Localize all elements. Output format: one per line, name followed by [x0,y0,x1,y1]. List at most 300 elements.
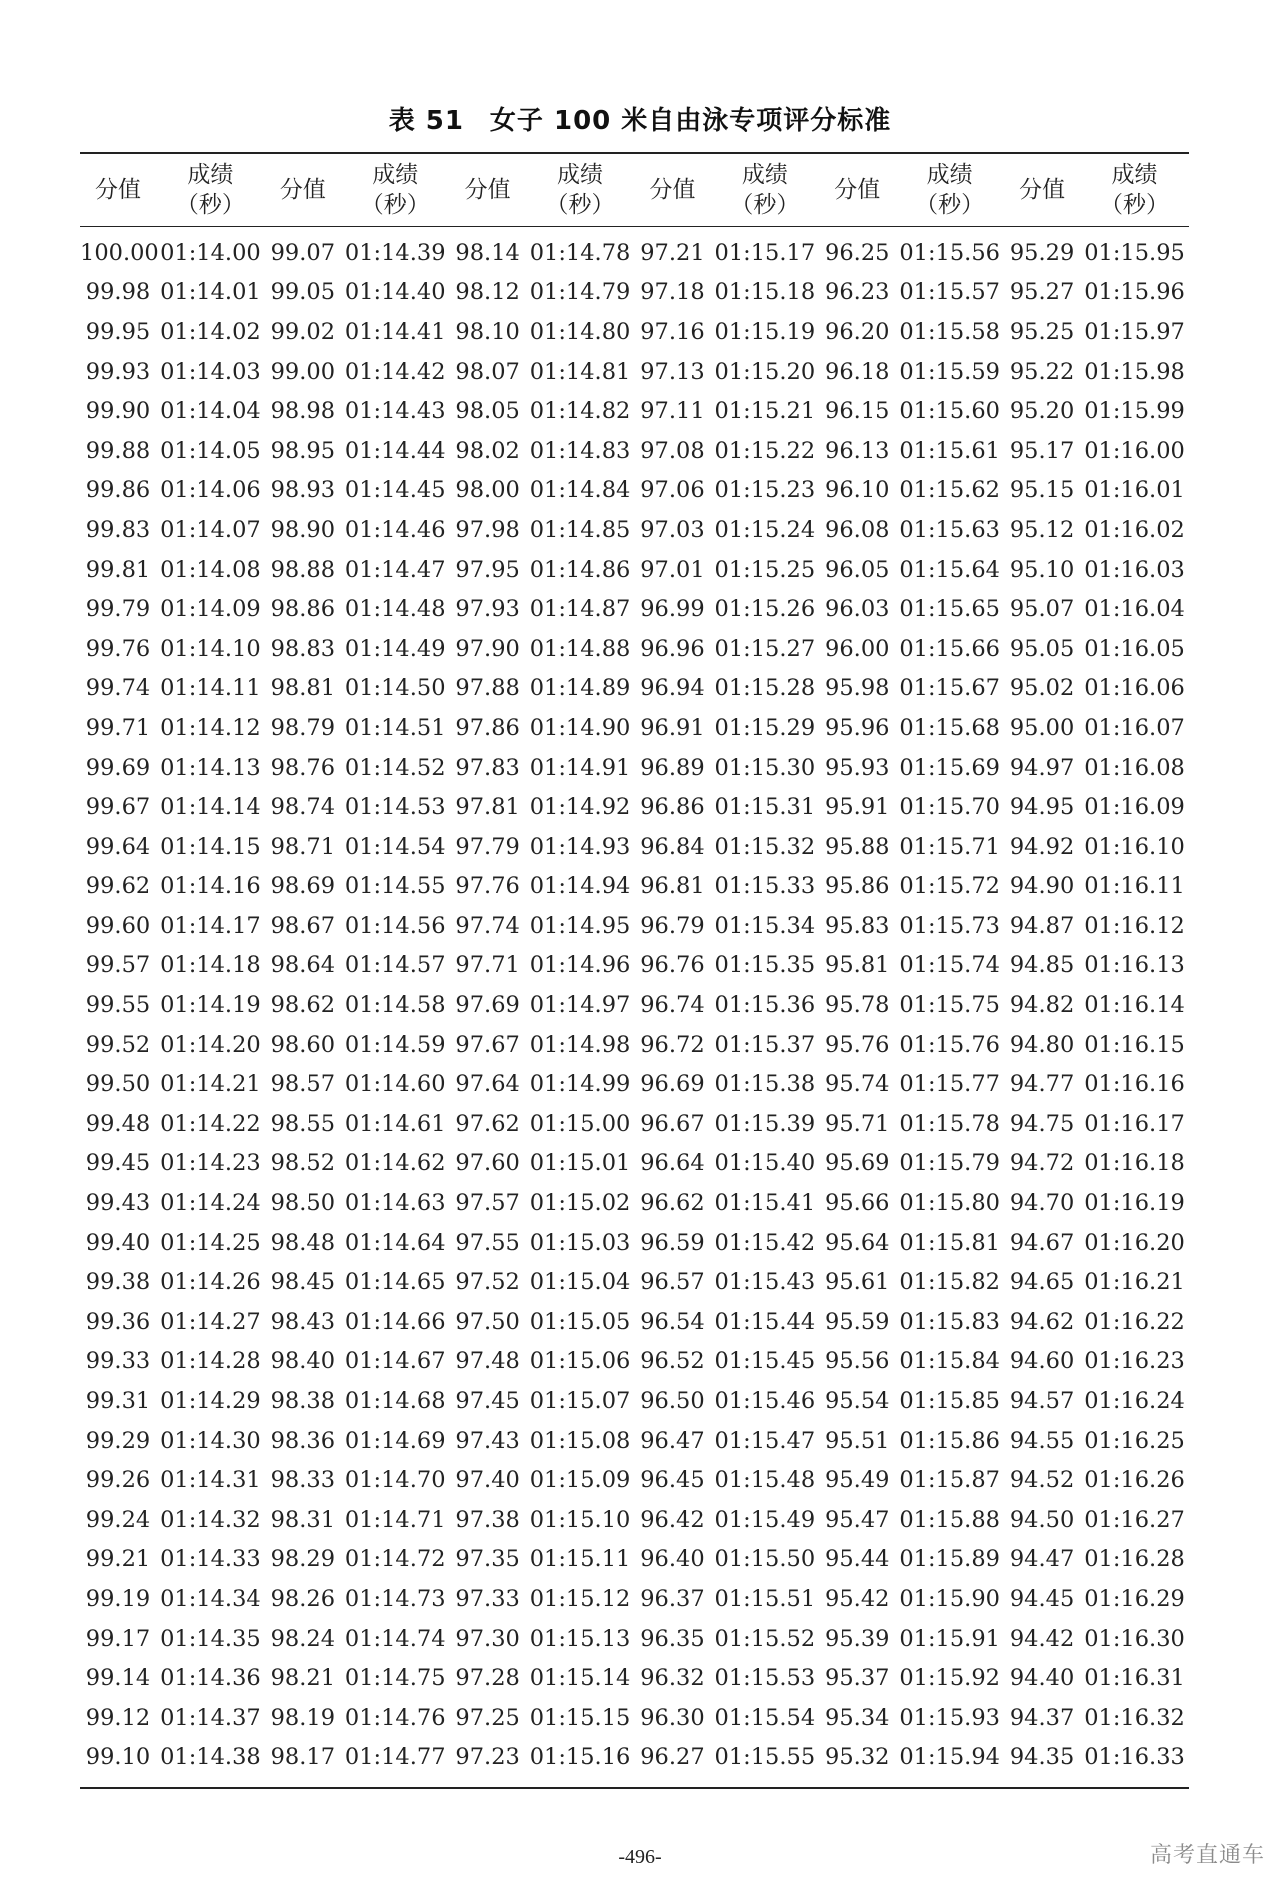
time-cell: 01:15.76 [899,1031,1000,1058]
table-row [80,1381,1189,1421]
time-cell: 01:15.46 [714,1388,816,1415]
time-cell: 01:15.66 [899,635,1000,662]
header-time [710,153,819,227]
time-cell: 01:15.82 [899,1269,1000,1296]
score-cell: 94.55 [1009,1427,1075,1454]
time-cell: 01:16.29 [1084,1585,1185,1612]
score-cell: 97.76 [455,873,520,900]
time-cell: 01:15.92 [899,1665,1000,1692]
time-cell: 01:15.69 [899,754,1000,781]
score-cell: 96.03 [825,596,890,623]
time-cell: 01:15.21 [714,398,816,425]
header-time-label: 成绩 [557,162,604,188]
time-cell: 01:15.01 [529,1150,631,1177]
score-cell: 99.26 [85,1467,151,1494]
time-cell: 01:15.17 [714,239,816,266]
time-cell: 01:15.41 [714,1190,816,1217]
time-cell: 01:16.18 [1084,1150,1185,1177]
score-cell: 96.84 [640,833,705,860]
time-cell: 01:14.03 [160,358,261,385]
score-cell: 94.90 [1009,873,1075,900]
score-cell: 99.40 [85,1229,151,1256]
time-cell: 01:14.77 [344,1744,446,1771]
score-cell: 98.31 [270,1506,336,1533]
time-cell: 01:15.27 [714,635,816,662]
time-cell: 01:15.07 [529,1388,631,1415]
score-cell: 96.72 [640,1031,705,1058]
table-row [80,391,1189,431]
score-cell: 98.67 [270,912,336,939]
time-cell: 01:15.53 [714,1665,816,1692]
score-cell: 99.14 [85,1665,151,1692]
score-cell: 95.05 [1009,635,1075,662]
table-row [80,827,1189,867]
score-cell: 96.45 [640,1467,705,1494]
time-cell: 01:14.38 [160,1744,261,1771]
score-cell: 96.23 [825,279,890,306]
score-cell: 98.05 [455,398,520,425]
score-cell: 98.48 [270,1229,336,1256]
time-cell: 01:14.95 [529,912,631,939]
score-cell: 98.02 [455,437,520,464]
table-row [80,1302,1189,1342]
time-cell: 01:14.82 [529,398,631,425]
time-cell: 01:15.19 [714,318,816,345]
score-cell: 97.35 [455,1546,520,1573]
time-cell: 01:16.14 [1084,992,1185,1019]
header-score: 分值 [649,177,696,203]
time-cell: 01:15.37 [714,1031,816,1058]
time-cell: 01:15.99 [1084,398,1185,425]
table-row [80,589,1189,629]
table-row [80,1144,1189,1184]
score-cell: 95.88 [825,833,890,860]
score-cell: 96.57 [640,1269,705,1296]
score-cell: 96.00 [825,635,890,662]
time-cell: 01:15.81 [899,1229,1000,1256]
score-cell: 96.74 [640,992,705,1019]
score-cell: 94.62 [1009,1308,1075,1335]
score-cell: 96.27 [640,1744,705,1771]
time-cell: 01:14.08 [160,556,261,583]
time-cell: 01:14.34 [160,1585,261,1612]
score-cell: 95.44 [825,1546,890,1573]
score-cell: 96.30 [640,1704,705,1731]
score-cell: 98.10 [455,318,520,345]
time-cell: 01:15.74 [899,952,1000,979]
time-cell: 01:16.25 [1084,1427,1185,1454]
score-cell: 95.34 [825,1704,890,1731]
score-cell: 94.47 [1009,1546,1075,1573]
header-time [526,153,635,227]
time-cell: 01:14.21 [160,1071,261,1098]
time-cell: 01:15.02 [529,1190,631,1217]
time-cell: 01:15.72 [899,873,1000,900]
time-cell: 01:15.91 [899,1625,1000,1652]
table-row [80,1183,1189,1223]
time-cell: 01:14.91 [529,754,631,781]
score-cell: 97.06 [640,477,705,504]
time-cell: 01:14.51 [344,714,446,741]
table-row [80,669,1189,709]
time-cell: 01:14.50 [344,675,446,702]
time-cell: 01:14.70 [344,1467,446,1494]
score-cell: 96.05 [825,556,890,583]
header-time [1080,153,1189,227]
score-cell: 99.71 [85,714,151,741]
score-cell: 98.26 [270,1585,336,1612]
time-cell: 01:15.49 [714,1506,816,1533]
score-cell: 95.96 [825,714,890,741]
time-cell: 01:15.05 [529,1308,631,1335]
score-cell: 95.17 [1009,437,1075,464]
table-row [80,1619,1189,1659]
header-time [895,153,1004,227]
score-cell: 95.64 [825,1229,890,1256]
score-cell: 97.93 [455,596,520,623]
header-score: 分值 [279,177,326,203]
score-cell: 96.59 [640,1229,705,1256]
score-cell: 98.17 [270,1744,336,1771]
time-cell: 01:15.34 [714,912,816,939]
score-cell: 98.50 [270,1190,336,1217]
score-cell: 94.85 [1009,952,1075,979]
score-cell: 99.60 [85,912,151,939]
score-cell: 94.45 [1009,1585,1075,1612]
time-cell: 01:14.60 [344,1071,446,1098]
score-cell: 97.28 [455,1665,520,1692]
score-cell: 96.54 [640,1308,705,1335]
time-cell: 01:15.70 [899,794,1000,821]
score-cell: 99.05 [270,279,336,306]
time-cell: 01:16.27 [1084,1506,1185,1533]
score-cell: 94.82 [1009,992,1075,1019]
score-cell: 96.47 [640,1427,705,1454]
score-cell: 99.43 [85,1190,151,1217]
score-cell: 96.42 [640,1506,705,1533]
time-cell: 01:15.33 [714,873,816,900]
time-cell: 01:14.12 [160,714,261,741]
time-cell: 01:16.19 [1084,1190,1185,1217]
score-cell: 98.81 [270,675,336,702]
score-cell: 96.94 [640,675,705,702]
time-cell: 01:15.65 [899,596,1000,623]
score-cell: 98.00 [455,477,520,504]
score-cell: 94.42 [1009,1625,1075,1652]
table-row [80,1540,1189,1580]
table-row [80,312,1189,352]
time-cell: 01:16.26 [1084,1467,1185,1494]
time-cell: 01:14.64 [344,1229,446,1256]
time-cell: 01:15.06 [529,1348,631,1375]
time-cell: 01:14.06 [160,477,261,504]
score-cell: 96.81 [640,873,705,900]
score-cell: 97.69 [455,992,520,1019]
table-row [80,906,1189,946]
score-cell: 99.55 [85,992,151,1019]
time-cell: 01:14.32 [160,1506,261,1533]
time-cell: 01:14.44 [344,437,446,464]
time-cell: 01:15.93 [899,1704,1000,1731]
score-cell: 98.33 [270,1467,336,1494]
time-cell: 01:15.75 [899,992,1000,1019]
score-cell: 95.74 [825,1071,890,1098]
time-cell: 01:15.80 [899,1190,1000,1217]
time-cell: 01:14.09 [160,596,261,623]
score-cell: 99.86 [85,477,151,504]
time-cell: 01:15.25 [714,556,816,583]
time-cell: 01:15.12 [529,1585,631,1612]
time-cell: 01:15.63 [899,516,1000,543]
time-cell: 01:16.00 [1084,437,1185,464]
time-cell: 01:14.39 [344,239,446,266]
table-row [80,273,1189,313]
score-cell: 96.37 [640,1585,705,1612]
time-cell: 01:14.15 [160,833,261,860]
score-cell: 98.90 [270,516,336,543]
time-cell: 01:14.41 [344,318,446,345]
score-cell: 97.38 [455,1506,520,1533]
time-cell: 01:15.22 [714,437,816,464]
time-cell: 01:16.33 [1084,1744,1185,1771]
time-cell: 01:15.18 [714,279,816,306]
score-cell: 98.83 [270,635,336,662]
time-cell: 01:15.42 [714,1229,816,1256]
time-cell: 01:14.18 [160,952,261,979]
score-cell: 99.10 [85,1744,151,1771]
time-cell: 01:16.22 [1084,1308,1185,1335]
score-cell: 95.29 [1009,239,1075,266]
time-cell: 01:16.08 [1084,754,1185,781]
watermark: 高考直通车 [1149,1843,1265,1868]
time-cell: 01:15.24 [714,516,816,543]
time-cell: 01:14.25 [160,1229,261,1256]
time-cell: 01:14.36 [160,1665,261,1692]
score-cell: 94.57 [1009,1388,1075,1415]
time-cell: 01:15.52 [714,1625,816,1652]
score-cell: 98.40 [270,1348,336,1375]
time-cell: 01:15.95 [1084,239,1185,266]
time-cell: 01:14.89 [529,675,631,702]
time-cell: 01:16.03 [1084,556,1185,583]
time-cell: 01:14.90 [529,714,631,741]
score-cell: 96.15 [825,398,890,425]
table-row [80,550,1189,590]
time-cell: 01:14.46 [344,516,446,543]
time-cell: 01:15.28 [714,675,816,702]
score-cell: 95.22 [1009,358,1075,385]
score-cell: 96.10 [825,477,890,504]
time-cell: 01:14.26 [160,1269,261,1296]
time-cell: 01:15.73 [899,912,1000,939]
time-cell: 01:16.04 [1084,596,1185,623]
score-cell: 95.00 [1009,714,1075,741]
time-cell: 01:14.04 [160,398,261,425]
time-cell: 01:14.40 [344,279,446,306]
score-cell: 96.89 [640,754,705,781]
score-cell: 97.45 [455,1388,520,1415]
time-cell: 01:15.62 [899,477,1000,504]
score-cell: 97.79 [455,833,520,860]
table-row [80,946,1189,986]
score-cell: 97.57 [455,1190,520,1217]
score-cell: 99.29 [85,1427,151,1454]
score-cell: 98.14 [455,239,520,266]
time-cell: 01:14.01 [160,279,261,306]
header-time-label: 成绩 [372,162,419,188]
score-cell: 99.74 [85,675,151,702]
score-cell: 99.50 [85,1071,151,1098]
score-cell: 95.56 [825,1348,890,1375]
score-cell: 98.76 [270,754,336,781]
score-cell: 99.02 [270,318,336,345]
score-cell: 94.40 [1009,1665,1075,1692]
time-cell: 01:16.17 [1084,1110,1185,1137]
score-cell: 98.79 [270,714,336,741]
header-time-unit: （秒） [175,192,245,218]
score-cell: 95.32 [825,1744,890,1771]
score-cell: 97.43 [455,1427,520,1454]
score-cell: 96.69 [640,1071,705,1098]
time-cell: 01:15.83 [899,1308,1000,1335]
score-cell: 95.20 [1009,398,1075,425]
score-cell: 97.50 [455,1308,520,1335]
table-row [80,1262,1189,1302]
score-cell: 97.90 [455,635,520,662]
score-cell: 94.35 [1009,1744,1075,1771]
score-cell: 99.52 [85,1031,151,1058]
score-cell: 94.37 [1009,1704,1075,1731]
score-cell: 99.69 [85,754,151,781]
time-cell: 01:15.56 [899,239,1000,266]
table-row [80,748,1189,788]
time-cell: 01:15.84 [899,1348,1000,1375]
score-cell: 97.40 [455,1467,520,1494]
time-cell: 01:14.23 [160,1150,261,1177]
time-cell: 01:14.31 [160,1467,261,1494]
score-cell: 98.64 [270,952,336,979]
time-cell: 01:14.43 [344,398,446,425]
table-row [80,1104,1189,1144]
time-cell: 01:14.96 [529,952,631,979]
time-cell: 01:16.24 [1084,1388,1185,1415]
score-cell: 97.74 [455,912,520,939]
time-cell: 01:14.47 [344,556,446,583]
score-cell: 94.60 [1009,1348,1075,1375]
time-cell: 01:14.80 [529,318,631,345]
time-cell: 01:15.50 [714,1546,816,1573]
time-cell: 01:16.21 [1084,1269,1185,1296]
score-cell: 97.30 [455,1625,520,1652]
time-cell: 01:15.47 [714,1427,816,1454]
table-row [80,629,1189,669]
score-cell: 94.77 [1009,1071,1075,1098]
time-cell: 01:16.32 [1084,1704,1185,1731]
table-row [80,510,1189,550]
time-cell: 01:14.20 [160,1031,261,1058]
time-cell: 01:15.44 [714,1308,816,1335]
score-cell: 97.62 [455,1110,520,1137]
score-cell: 96.50 [640,1388,705,1415]
header-time-unit: （秒） [360,192,430,218]
table-row [80,471,1189,511]
time-cell: 01:15.36 [714,992,816,1019]
table-row [80,1579,1189,1619]
score-cell: 94.80 [1009,1031,1075,1058]
score-cell: 99.48 [85,1110,151,1137]
score-cell: 97.86 [455,714,520,741]
score-cell: 96.64 [640,1150,705,1177]
score-cell: 97.11 [640,398,705,425]
header-time [156,153,265,227]
time-cell: 01:16.20 [1084,1229,1185,1256]
header-score: 分值 [464,177,511,203]
table-row [80,867,1189,907]
time-cell: 01:15.14 [529,1665,631,1692]
score-cell: 96.76 [640,952,705,979]
time-cell: 01:14.98 [529,1031,631,1058]
score-cell: 97.67 [455,1031,520,1058]
score-cell: 95.83 [825,912,890,939]
time-cell: 01:15.29 [714,714,816,741]
score-cell: 98.07 [455,358,520,385]
header-score: 分值 [834,177,881,203]
score-cell: 100.00 [80,239,159,266]
time-cell: 01:14.55 [344,873,446,900]
time-cell: 01:14.16 [160,873,261,900]
table-row [80,1500,1189,1540]
time-cell: 01:15.51 [714,1585,816,1612]
time-cell: 01:14.86 [529,556,631,583]
time-cell: 01:16.07 [1084,714,1185,741]
score-cell: 95.91 [825,794,890,821]
score-cell: 99.07 [270,239,336,266]
table-row [80,985,1189,1025]
score-cell: 99.67 [85,794,151,821]
score-cell: 94.92 [1009,833,1075,860]
score-cell: 96.13 [825,437,890,464]
score-cell: 96.86 [640,794,705,821]
time-cell: 01:14.73 [344,1585,446,1612]
score-cell: 94.70 [1009,1190,1075,1217]
score-cell: 97.48 [455,1348,520,1375]
score-cell: 99.62 [85,873,151,900]
score-cell: 95.42 [825,1585,890,1612]
time-cell: 01:15.11 [529,1546,631,1573]
time-cell: 01:15.03 [529,1229,631,1256]
time-cell: 01:15.86 [899,1427,1000,1454]
time-cell: 01:14.49 [344,635,446,662]
time-cell: 01:14.75 [344,1665,446,1692]
time-cell: 01:15.61 [899,437,1000,464]
header-score: 分值 [95,177,141,203]
time-cell: 01:16.02 [1084,516,1185,543]
score-cell: 97.16 [640,318,705,345]
score-cell: 98.12 [455,279,520,306]
score-cell: 99.81 [85,556,151,583]
score-cell: 95.86 [825,873,890,900]
time-cell: 01:14.07 [160,516,261,543]
time-cell: 01:15.09 [529,1467,631,1494]
table-row [80,1025,1189,1065]
time-cell: 01:14.85 [529,516,631,543]
time-cell: 01:14.59 [344,1031,446,1058]
time-cell: 01:16.16 [1084,1071,1185,1098]
time-cell: 01:15.32 [714,833,816,860]
score-cell: 95.78 [825,992,890,1019]
header-time-label: 成绩 [926,162,973,188]
score-cell: 96.20 [825,318,890,345]
